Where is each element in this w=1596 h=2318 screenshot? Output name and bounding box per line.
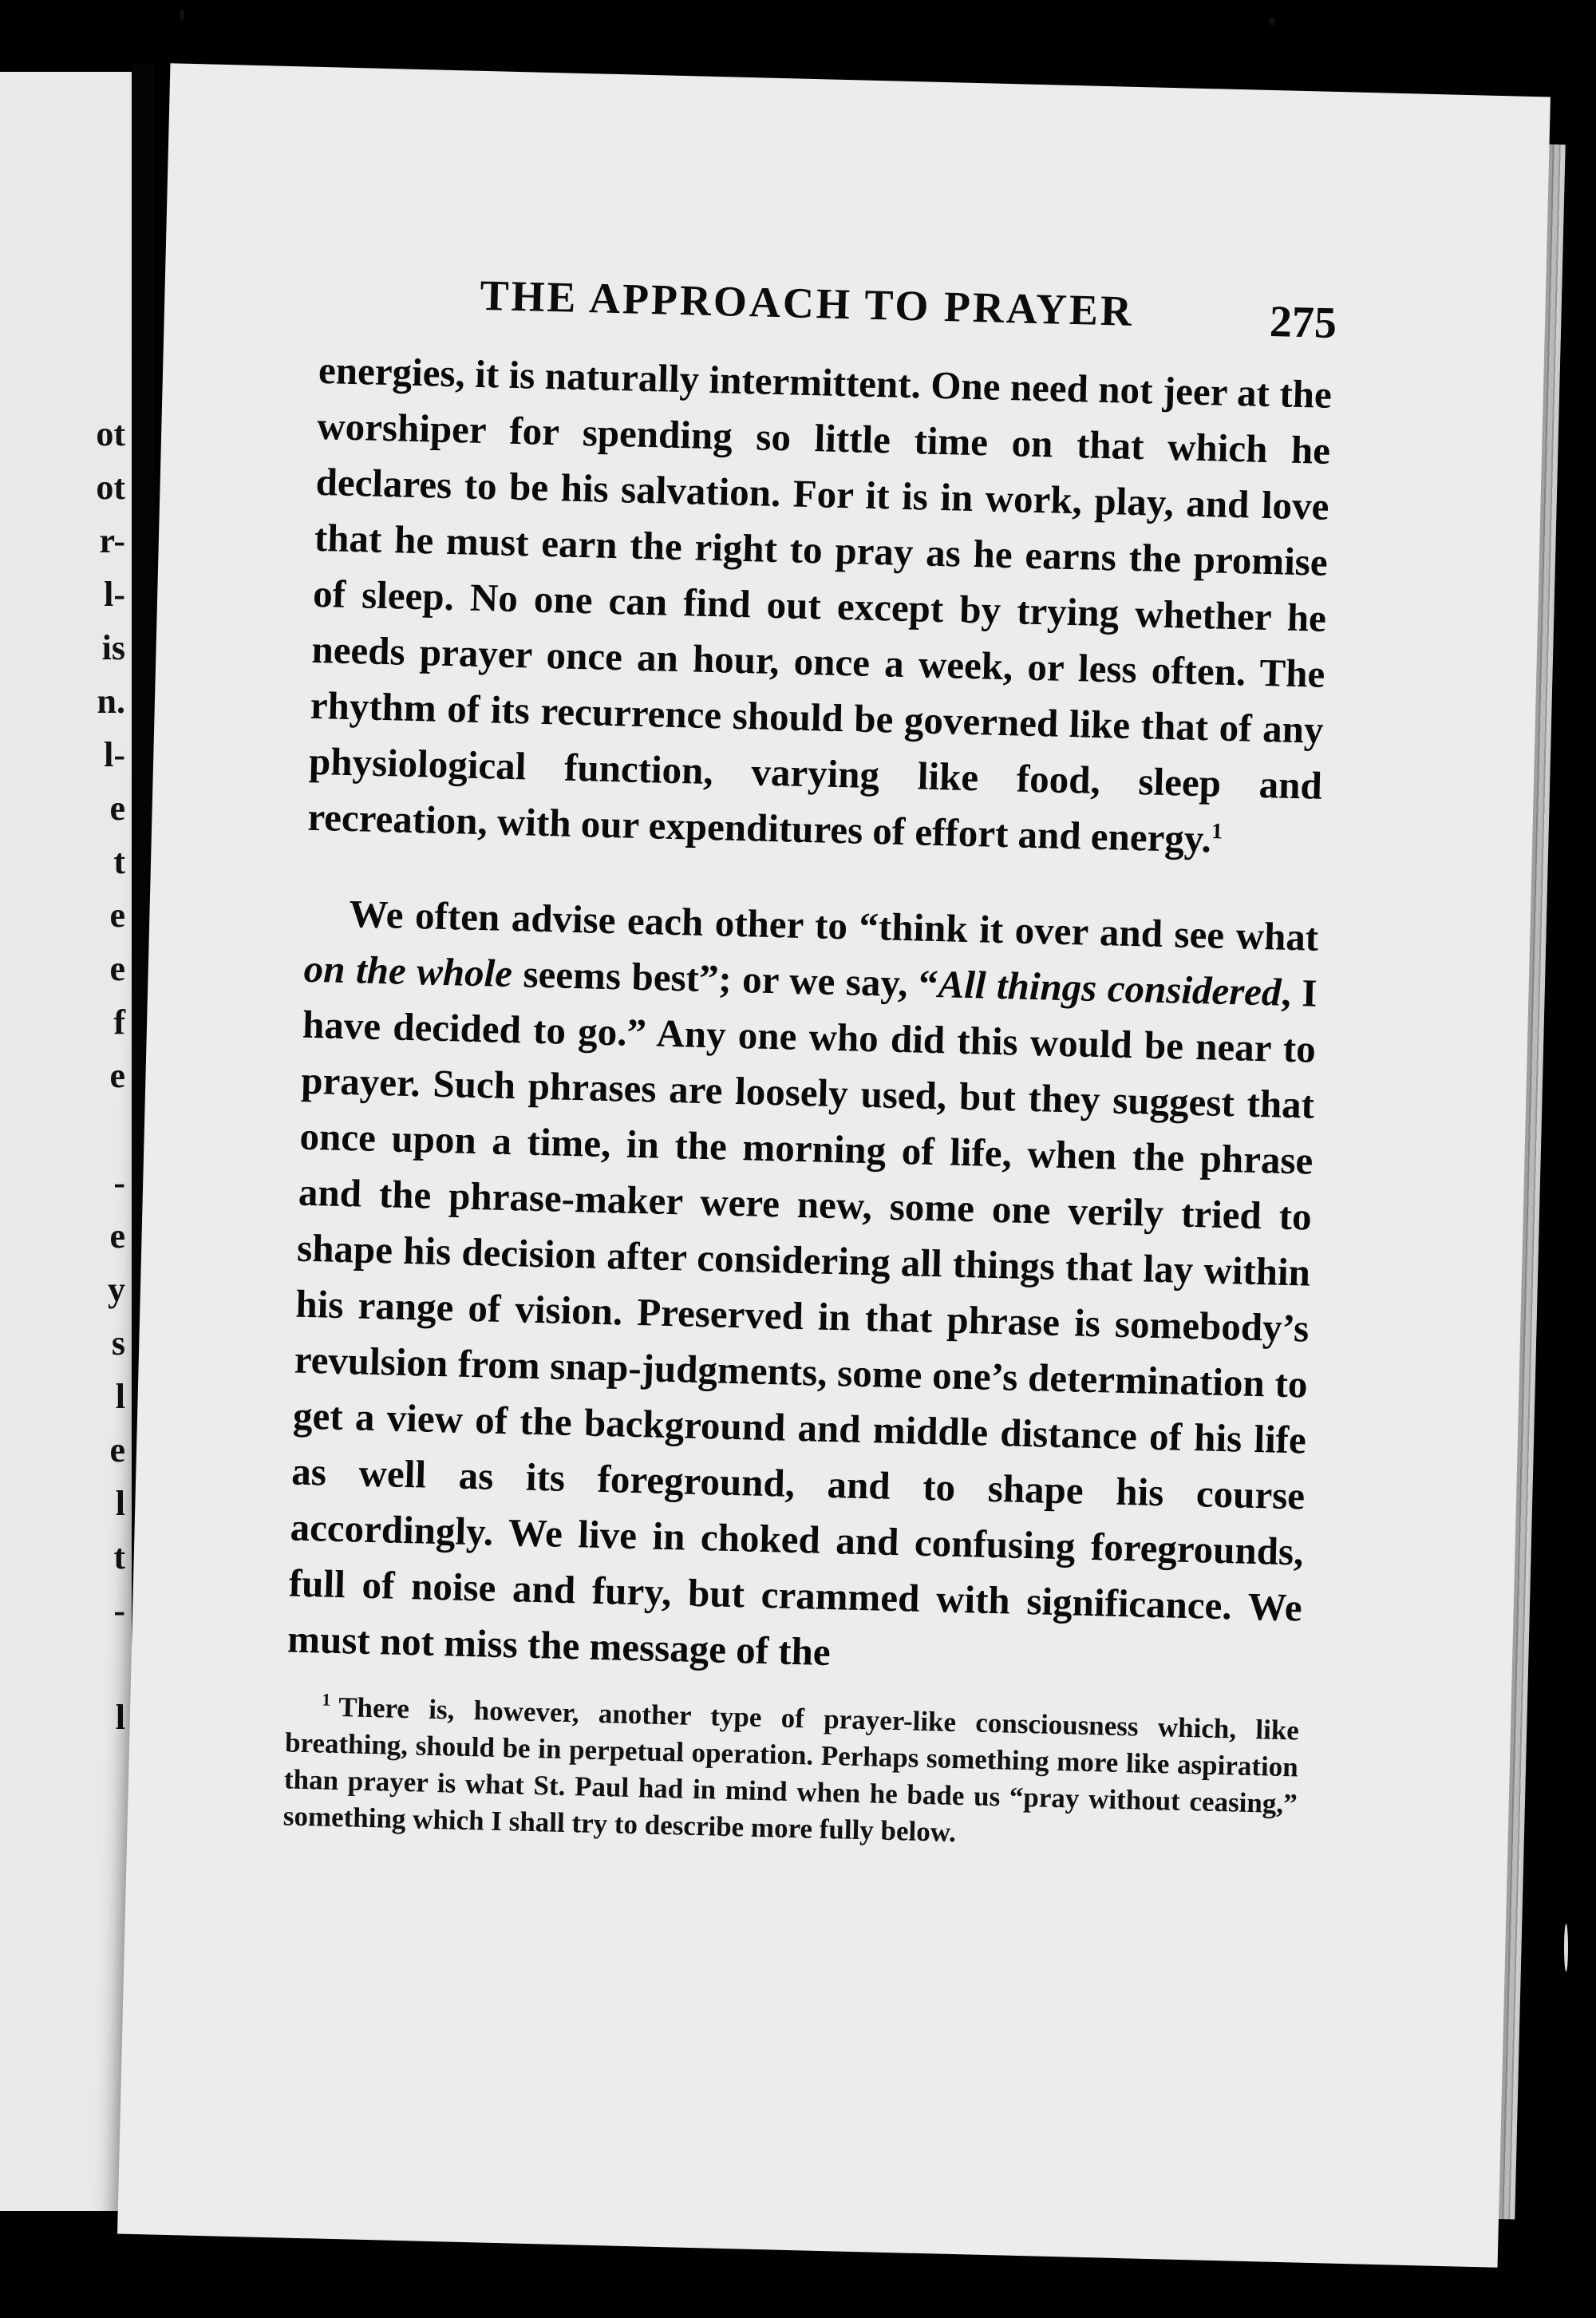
- facing-page: [0, 72, 132, 2211]
- facing-page-fragment: e: [109, 1216, 125, 1256]
- facing-page-fragment: e: [109, 1056, 125, 1095]
- paragraph-2: [286, 885, 1319, 1692]
- facing-page-fragment: n.: [97, 682, 125, 721]
- facing-page-fragment: y: [108, 1270, 125, 1309]
- facing-page-fragment: l-: [104, 735, 125, 774]
- facing-page-fragment: s: [111, 1323, 125, 1363]
- facing-page-fragment: e: [109, 1430, 125, 1470]
- footnote-text: There is, however, another type of prayer-like consciousness which, like breathing, should be in perpetual operation. Perhaps something more like aspiration than prayer is what St. Paul had in mind when he bade us “pray without ceasing,” something which I shall try to describe more fully below.: [282, 1691, 1300, 1848]
- facing-page-fragment: [0, 1637, 132, 1691]
- running-title: THE APPROACH TO PRAYER: [479, 271, 1135, 335]
- book-page: [117, 63, 1551, 2267]
- paragraph-1: [307, 342, 1333, 870]
- facing-page-fragment: r-: [99, 521, 125, 560]
- paragraph-2-italic-phrase-1: on the whole: [303, 946, 513, 996]
- facing-page-fragment: ot: [96, 468, 125, 507]
- facing-page-fragment: l-: [104, 575, 125, 614]
- facing-page-fragment: e: [109, 789, 125, 828]
- facing-page-fragment: is: [101, 628, 125, 667]
- facing-page-fragment: f: [113, 1003, 125, 1042]
- facing-page-fragment: t: [113, 842, 125, 881]
- body-text: [282, 342, 1332, 1859]
- paragraph-2-text-part-3: , I have decided to go.” Any one who did this would be near to prayer. Such phrases are loosely used, but they suggest that once upon a time, in the morning of life, when the phrase and the phrase-maker were new, some one verily tried to shape his decision after considering all things that lay within his range of vision. Preserved in that phrase is somebody’s revulsion from snap-judgments, some one’s determination to get a view of the background and middle distance of his life as well as its foreground, and to shape his course accordingly. We live in choked and confusing foregrounds, full of noise and fury, but crammed with significance. We must not miss the message of the: [286, 970, 1318, 1675]
- facing-page-fragment: ot: [96, 414, 125, 453]
- footnote: [282, 1687, 1299, 1859]
- page-number: 275: [1269, 297, 1337, 349]
- facing-page-fragment: e: [109, 949, 125, 988]
- facing-page-fragment: l: [115, 1484, 125, 1523]
- facing-page-fragment: [0, 1102, 132, 1156]
- paragraph-2-text-part-1: We often advise each other to “think it over and see what: [348, 892, 1319, 959]
- facing-page-fragment: -: [113, 1163, 125, 1202]
- footnote-reference: 1: [1211, 819, 1223, 845]
- paragraph-2-text-part-2: seems best”; or we say, “: [512, 951, 939, 1007]
- facing-page-text-fragments: [0, 407, 132, 1744]
- paragraph-1-text: energies, it is naturally intermittent. One need not jeer at the worshiper for spending so little time on that which he declares to be his salvation. For it is in work, play, and love that he must earn the right to pray as he earns the promise of sleep. No one can find out except by trying whether he needs prayer once an hour, once a week, or less often. The rhythm of its recurrence should be governed like that of any physiological function, varying like food, sleep and recreation, with our expenditures of effort and energy.: [306, 347, 1333, 861]
- facing-page-fragment: l: [115, 1698, 125, 1737]
- scan-speck: [180, 10, 184, 21]
- facing-page-fragment: t: [113, 1537, 125, 1576]
- scan-speck: [1564, 1924, 1568, 1972]
- footnote-marker: 1: [322, 1689, 331, 1711]
- scan-speck: [1269, 18, 1275, 26]
- facing-page-fragment: l: [115, 1377, 125, 1416]
- facing-page-fragment: -: [113, 1591, 125, 1630]
- facing-page-fragment: e: [109, 896, 125, 935]
- paragraph-2-italic-phrase-2: All things considered: [937, 962, 1282, 1015]
